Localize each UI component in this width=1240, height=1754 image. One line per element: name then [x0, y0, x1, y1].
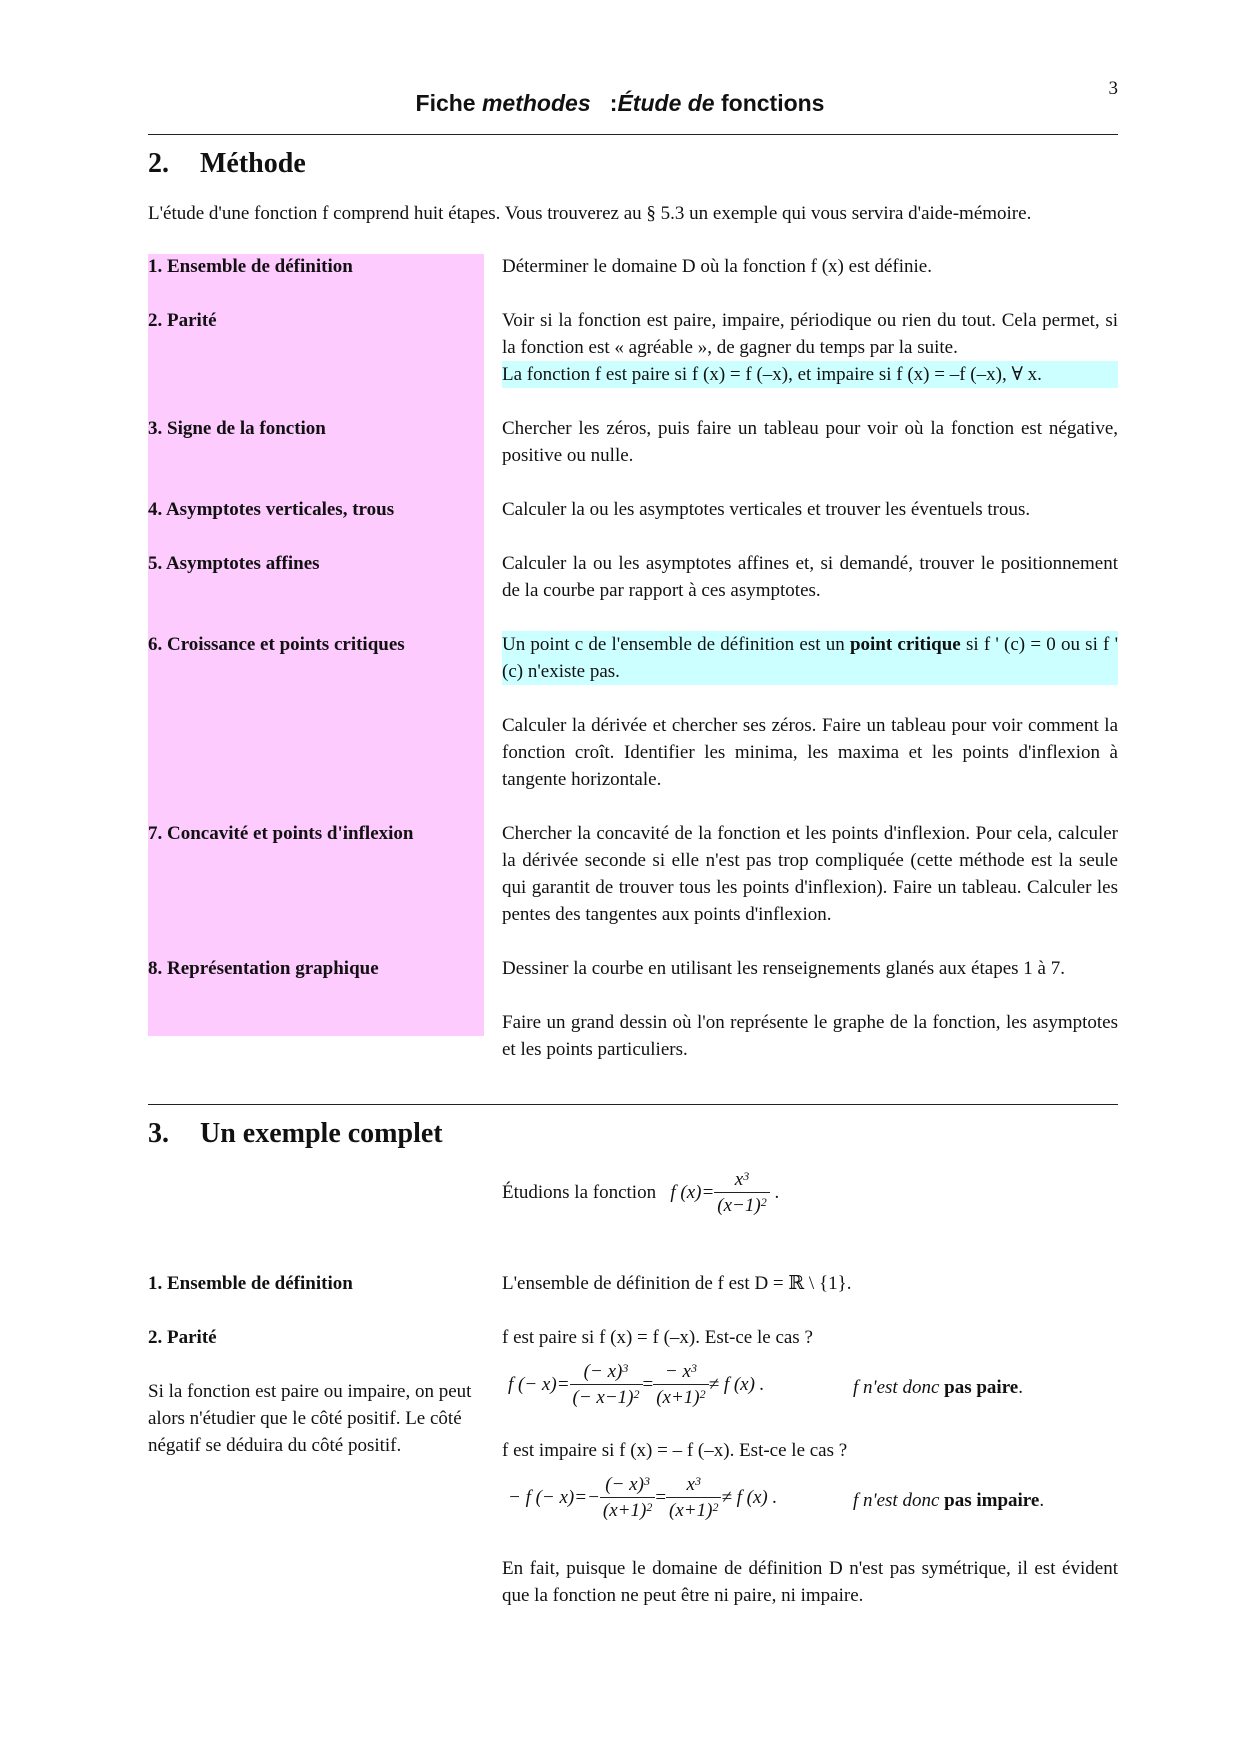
step-4-text: Calculer la ou les asymptotes verticales et trouver les éventuels trous. [502, 499, 1031, 520]
section-methode-title [148, 148, 306, 180]
step-1-label: 1. Ensemble de définition [148, 256, 353, 277]
step-1-text: Déterminer le domaine D où la fonction f (x) est définie. [502, 256, 932, 277]
paire-question: f est paire si f (x) = f (–x). Est-ce le cas ? [502, 1327, 813, 1348]
step-6-text: Calculer la dérivée et chercher ses zéros. Faire un tableau pour voir comment la fonction croît. Identifier les minima, les maxima et les points d'inflexion à tangente horizontale. [502, 715, 1118, 790]
impaire-frac-2 [666, 1473, 721, 1524]
step-2-text: Voir si la fonction est paire, impaire, périodique ou rien du tout. Cela permet, si la fonction est « agréable », de gagner du temps par la suite. [502, 310, 1118, 358]
example-step-2-label: 2. Parité [148, 1327, 217, 1348]
step-3-text: Chercher les zéros, puis faire un tableau pour voir où la fonction est négative, positive ou nulle. [502, 418, 1118, 466]
step-6-highlight-bold: point critique [849, 634, 961, 655]
section-title-text: Méthode [200, 148, 306, 179]
impaire-question: f est impaire si f (x) = – f (–x). Est-ce le cas ? [502, 1440, 848, 1461]
header-colon: : [609, 90, 618, 116]
header-de: de [687, 90, 715, 116]
header-rule [148, 134, 1118, 135]
impaire-frac-1 [600, 1473, 655, 1524]
paire-conclusion: f n'est donc pas paire. [853, 1377, 1023, 1398]
function-fraction [714, 1168, 769, 1219]
paire-frac-1-den-exp: 2 [633, 1387, 640, 1401]
step-7-label: 7. Concavité et points d'inflexion [148, 823, 414, 844]
impaire-frac-2-num: x [686, 1474, 695, 1495]
paire-frac-1-den: (− x−1) [572, 1387, 634, 1408]
function-num: x [734, 1169, 744, 1190]
impaire-frac-2-num-exp: 3 [694, 1474, 701, 1488]
example-step-1-text: L'ensemble de définition de f est D = ℝ \ {1}. [502, 1273, 852, 1294]
paire-frac-2-den: (x+1) [656, 1387, 700, 1408]
example-step-1-label: 1. Ensemble de définition [148, 1273, 353, 1294]
impaire-frac-1-den: (x+1) [602, 1500, 647, 1521]
section-number: 2. [148, 148, 169, 179]
step-8-label: 8. Représentation graphique [148, 958, 379, 979]
impaire-frac-1-num-exp: 3 [643, 1474, 650, 1488]
header-prefix: Fiche [415, 90, 476, 116]
header-italic: methodes [481, 90, 591, 116]
impaire-frac-2-den-exp: 2 [712, 1500, 719, 1514]
paire-frac-1-num: (− x) [583, 1361, 623, 1382]
step-8-text2: Faire un grand dessin où l'on représente le graphe de la fonction, les asymptotes et les points particuliers. [502, 1012, 1118, 1060]
paire-frac-2-num: − x [664, 1361, 691, 1382]
function-den-exp: 2 [760, 1195, 767, 1209]
parity-side-note: Si la fonction est paire ou impaire, on peut alors n'étudier que le côté positif. Le côté négatif se déduira du côté positif. [148, 1381, 472, 1456]
step-3-label: 3. Signe de la fonction [148, 418, 326, 439]
paire-frac-2-num-exp: 3 [690, 1361, 697, 1375]
impaire-equation: − f (− x)=− $\frac{(- x)^3}{(x+1)^2}$ = $\frac{x^3}{(x+1)^2}$ ≠ f (x) . f n'est donc pas impaire. [508, 1473, 1118, 1524]
step-6-label: 6. Croissance et points critiques [148, 634, 405, 655]
paire-frac-2 [653, 1360, 708, 1411]
paire-conclusion-bold: pas paire [944, 1377, 1019, 1398]
paire-equation: f (− x)= $\frac{(- x)^3}{(- x-1)^2}$ = $\frac{- x^3}{(x+1)^2}$ ≠ f (x) . f n'est donc pas paire. [508, 1360, 1118, 1411]
impaire-lhs: − f (− x)=− [508, 1486, 600, 1508]
header-suffix: fonctions [720, 90, 825, 116]
function-definition: Étudions la fonction f (x)= $\frac{x^3}{(x-1)^2}$ . [502, 1168, 1118, 1219]
function-intro: Étudions la fonction [502, 1181, 657, 1203]
paire-frac-1-num-exp: 3 [622, 1361, 629, 1375]
step-6-highlight-b: si f ' (c) = 0 ou si f ' (c) n'existe pas. [502, 634, 1119, 682]
function-num-exp: 3 [743, 1169, 750, 1183]
section-rule [148, 1104, 1118, 1105]
step-7-text: Chercher la concavité de la fonction et les points d'inflexion. Pour cela, calculer la dérivée seconde si elle n'est pas trop compliquée (cette méthode est la seule qui garantit de trouver tous les points d'inflexion). Faire un tableau. Calculer les pentes des tangentes aux points d'inflexion. [502, 823, 1118, 925]
paire-rhs: ≠ f (x) . [708, 1373, 765, 1395]
step-2-label: 2. Parité [148, 310, 217, 331]
impaire-frac-2-den: (x+1) [669, 1500, 713, 1521]
function-den: (x−1) [717, 1195, 761, 1216]
paire-frac-2-den-exp: 2 [699, 1387, 706, 1401]
paire-frac-1 [570, 1360, 643, 1411]
impaire-conclusion-pre: f n'est donc [853, 1490, 940, 1511]
running-header [0, 90, 1240, 117]
page-number: 3 [1108, 78, 1118, 99]
impaire-conclusion-bold: pas impaire [944, 1490, 1040, 1511]
section-exemple-title [148, 1118, 443, 1150]
parity-final-note: En fait, puisque le domaine de définition D n'est pas symétrique, il est évident que la fonction ne peut être ni paire, ni impaire. [502, 1558, 1118, 1606]
impaire-frac-1-den-exp: 2 [646, 1500, 653, 1514]
function-lhs: f (x)= [670, 1181, 715, 1203]
impaire-rhs: ≠ f (x) . [721, 1486, 778, 1508]
step-2-highlight: La fonction f est paire si f (x) = f (–x), et impaire si f (x) = –f (–x), ∀ x. [502, 361, 1118, 388]
methode-intro: L'étude d'une fonction f comprend huit étapes. Vous trouverez au § 5.3 un exemple qui vous servira d'aide-mémoire. [148, 203, 1032, 224]
section-number: 3. [148, 1118, 169, 1149]
paire-conclusion-pre: f n'est donc [853, 1377, 940, 1398]
step-6-highlight-a: Un point c de l'ensemble de définition est un [502, 634, 845, 655]
impaire-frac-1-num: (− x) [605, 1474, 644, 1495]
header-etude: Étude [617, 90, 682, 116]
step-8-text: Dessiner la courbe en utilisant les renseignements glanés aux étapes 1 à 7. [502, 958, 1065, 979]
paire-lhs: f (− x)= [508, 1373, 570, 1395]
step-5-label: 5. Asymptotes affines [148, 553, 320, 574]
step-5-text: Calculer la ou les asymptotes affines et, si demandé, trouver le positionnement de la courbe par rapport à ces asymptotes. [502, 553, 1118, 601]
impaire-conclusion: f n'est donc pas impaire. [853, 1490, 1045, 1511]
step-4-label: 4. Asymptotes verticales, trous [148, 499, 395, 520]
step-6-highlight [502, 631, 1118, 685]
section-title-text: Un exemple complet [200, 1118, 443, 1149]
